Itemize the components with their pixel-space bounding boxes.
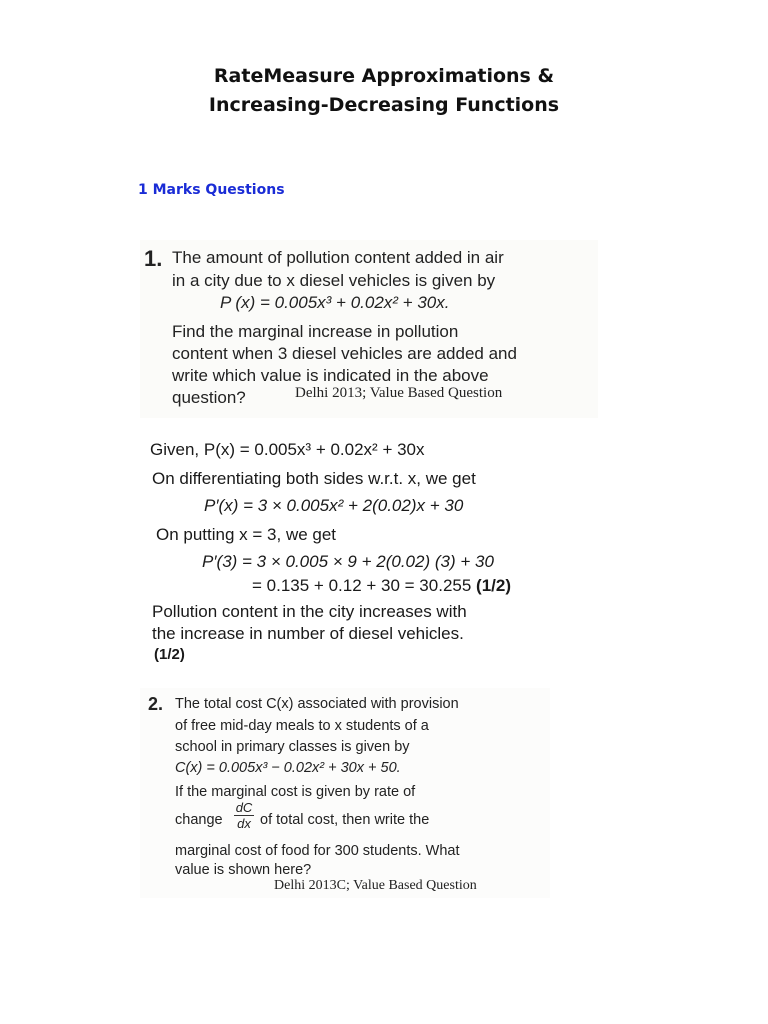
solution-result xyxy=(252,576,511,596)
question-2-line: value is shown here? xyxy=(175,862,312,878)
question-1-number: 1. xyxy=(144,246,163,271)
question-1-line: in a city due to x diesel vehicles is given by xyxy=(172,271,496,290)
solution-line: On putting x = 3, we get xyxy=(156,525,337,544)
question-2-source: Delhi 2013C; Value Based Question xyxy=(274,878,477,893)
question-2-line: The total cost C(x) associated with provision xyxy=(175,696,459,712)
question-2-line: If the marginal cost is given by rate of xyxy=(175,784,416,800)
solution-line: Given, P(x) = 0.005x³ + 0.02x² + 30x xyxy=(150,440,425,459)
solution-1 xyxy=(148,434,548,674)
question-1-line: content when 3 diesel vehicles are added and xyxy=(172,344,517,363)
question-1-line: question? xyxy=(172,388,246,407)
solution-line: Pollution content in the city increases with xyxy=(152,602,467,621)
question-1-line: write which value is indicated in the above xyxy=(172,366,489,385)
title-line-2: Increasing-Decreasing Functions xyxy=(208,94,560,116)
question-1-scan xyxy=(140,240,598,418)
question-2-scan xyxy=(140,688,550,898)
fraction-numerator: dC xyxy=(235,800,253,815)
fraction-denominator: dx xyxy=(234,815,254,831)
question-2-formula: C(x) = 0.005x³ − 0.02x² + 30x + 50. xyxy=(175,760,401,776)
question-1-formula: P (x) = 0.005x³ + 0.02x² + 30x. xyxy=(220,293,450,312)
question-2-number: 2. xyxy=(148,694,164,714)
question-1-line: The amount of pollution content added in air xyxy=(172,248,504,267)
question-2-line: of free mid-day meals to x students of a xyxy=(175,718,429,734)
question-2-line: school in primary classes is given by xyxy=(175,739,410,755)
question-2-line: marginal cost of food for 300 students. What xyxy=(175,843,460,859)
mark-half-b: (1/2) xyxy=(154,646,185,663)
question-1-line: Find the marginal increase in pollution xyxy=(172,322,459,341)
solution-line: the increase in number of diesel vehicles. xyxy=(152,624,464,643)
question-1-source: Delhi 2013; Value Based Question xyxy=(295,385,503,401)
solution-line: On differentiating both sides w.r.t. x, we get xyxy=(152,469,476,488)
title-line-1: RateMeasure Approximations & xyxy=(213,65,555,87)
question-2-fraction xyxy=(234,800,254,831)
page-title xyxy=(0,62,768,120)
solution-result-text: = 0.135 + 0.12 + 30 = 30.255 xyxy=(252,576,472,595)
question-2-line: of total cost, then write the xyxy=(260,812,430,828)
question-2-line: change xyxy=(175,812,223,828)
solution-equation: P′(3) = 3 × 0.005 × 9 + 2(0.02) (3) + 30 xyxy=(202,552,494,571)
section-heading: 1 Marks Questions xyxy=(138,182,285,198)
solution-equation: P′(x) = 3 × 0.005x² + 2(0.02)x + 30 xyxy=(204,496,464,515)
mark-half-a: (1/2) xyxy=(476,576,512,595)
